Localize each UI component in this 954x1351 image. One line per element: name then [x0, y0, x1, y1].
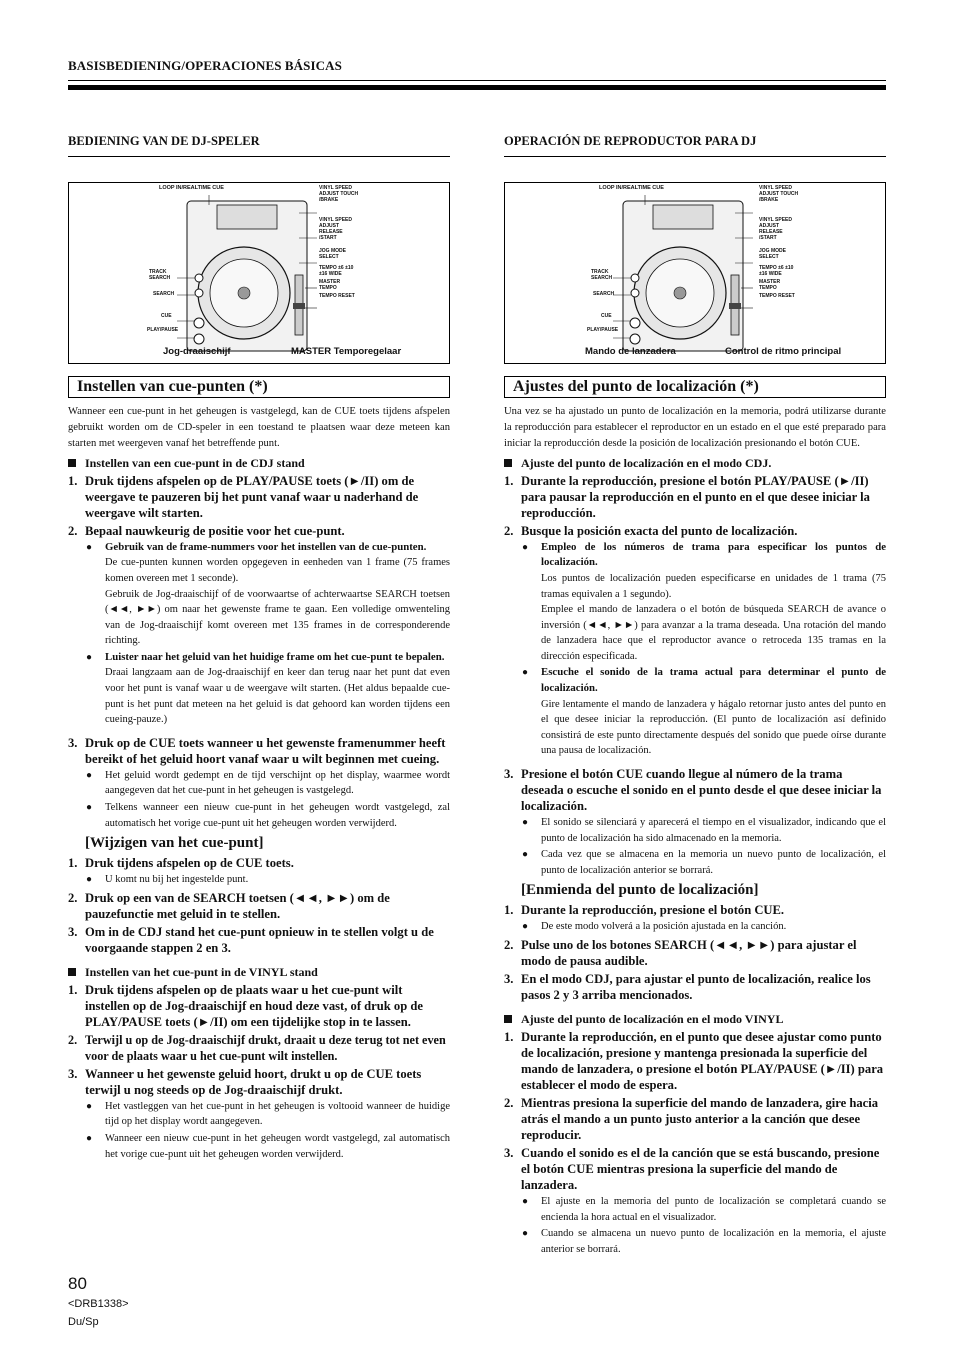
step-number: 1. — [68, 473, 78, 488]
step-1: 1. Durante la reproducción, presione el botón PLAY/PAUSE (►/II) para pausar la reproducción en el punto en el que desee iniciar la reproducción. — [504, 473, 870, 520]
label-play-pause: PLAY/PAUSE — [147, 327, 179, 333]
bullet: ● Escuche el sonido de la trama actual para determinar el punto de localización. — [504, 665, 886, 696]
label-jog-mode: JOG MODE SELECT — [759, 248, 786, 260]
label-vinyl-brake: VINYL SPEED ADJUST TOUCH /BRAKE — [319, 185, 359, 203]
intro-text: Una vez se ha ajustado un punto de localización en la memoria, podrá utilizarse durante la reproducción para establecer el reproductor en un estado en el que esté preparado para iniciar la reproducción desde la posición de localización presionando el botón CUE. — [504, 406, 886, 449]
bullet: ● Het geluid wordt gedempt en de tijd verschijnt op het display, waarmee wordt aangegeven dat het cue-punt in het geheugen is vastgelegd. — [68, 768, 450, 799]
box-title: Ajustes del punto de localización (*) — [504, 376, 886, 398]
step-number: 3. — [68, 924, 78, 939]
box-title: Instellen van cue-punten (*) — [68, 376, 450, 398]
subsection-cdj: Ajuste del punto de localización en el modo CDJ. — [504, 455, 886, 471]
bullet: ● Gebruik van de frame-nummers voor het instellen van de cue-punten. — [68, 540, 450, 556]
step-number: 3. — [504, 972, 514, 986]
bullet: ● De este modo volverá a la posición ajustada en la canción. — [504, 919, 886, 935]
cdj-player-illustration — [505, 183, 885, 363]
step-number: 3. — [504, 767, 514, 782]
language-code: Du/Sp — [68, 1316, 99, 1328]
label-search: SEARCH — [153, 291, 175, 297]
step-2: 2. Terwijl u op de Jog-draaischijf drukt, draait u deze terug tot net even voor de plaats waar u het cue-punt wilt instellen. — [68, 1032, 446, 1063]
step-number: 3. — [68, 735, 78, 750]
bullet-text: Draai langzaam aan de Jog-draaischijf en keer dan terug naar het punt dat even voor het punt is vanaf waar u de weergave wilt starten. (Het aldus bepaalde cue-punt is het punt dat meteen na het geluid is dat gehoord kan worden tijdens een cueing-pauze.) — [105, 667, 450, 726]
bullet-text: Los puntos de localización pueden especificarse en unidades de 1 trama (75 tramas equivalen a 1 segundo). — [541, 572, 886, 600]
label-tempo-reset: TEMPO RESET — [759, 293, 795, 299]
step-number: 3. — [68, 1066, 78, 1081]
label-track-search: TRACK SEARCH — [149, 269, 171, 281]
column-spanish — [504, 134, 886, 1257]
step-number: 1. — [504, 903, 514, 918]
label-jog-mode: JOG MODE SELECT — [319, 248, 346, 260]
bullet-text: Gebruik de Jog-draaischijf of de voorwaartse of achterwaartse SEARCH toetsen (◄◄, ►►) om naar het gewenste frame te gaan. Een volledige omwenteling van de Jog-draaischijf komt overeen met 135 frames in de corresponderende richting. — [105, 588, 450, 647]
header-rule-thin — [68, 80, 886, 81]
section-title: BEDIENING VAN DE DJ-SPELER — [68, 134, 450, 157]
subtitle-change-cue: [Enmienda del punto de localización] — [521, 882, 759, 899]
bullet-text: Emplee el mando de lanzadera o el botón de búsqueda SEARCH de avance o inversión (◄◄, ►►) para avanzar a la trama deseada. Una rotación del mando de lanzadera hace que el reproductor avance o retroceda 135 tramas en la dirección especificada. — [541, 604, 886, 662]
step-number: 2. — [504, 523, 514, 538]
label-search: SEARCH — [593, 291, 615, 297]
step-3: 3. Om in de CDJ stand het cue-punt opnieuw in te stellen volgt u de voorgaande stappen 2 en 3. — [68, 924, 434, 955]
label-master-tempo: MASTER TEMPO — [759, 279, 781, 291]
step-number: 1. — [68, 982, 78, 997]
step-1: 1. Durante la reproducción, presione el botón CUE. — [504, 903, 785, 918]
bullet: ● U komt nu bij het ingestelde punt. — [68, 872, 450, 888]
cdj-figure — [504, 182, 886, 364]
step-number: 2. — [68, 523, 78, 538]
step-number: 3. — [504, 1146, 514, 1160]
label-tempo: TEMPO ±6 ±10 ±16 WIDE — [759, 265, 794, 277]
caption-jog: Jog-draaischijf — [163, 346, 231, 357]
bullet: ● Luister naar het geluid van het huidige frame om het cue-punt te bepalen. — [68, 650, 450, 666]
step-number: 2. — [504, 1096, 514, 1110]
label-vinyl-brake: VINYL SPEED ADJUST TOUCH /BRAKE — [759, 185, 799, 203]
page-header-title: BASISBEDIENING/OPERACIONES BÁSICAS — [68, 58, 342, 73]
cdj-player-illustration — [69, 183, 449, 363]
step-1: 1. Druk tijdens afspelen op de plaats waar u het cue-punt wilt instellen op de Jog-draaischijf en houd deze vast, of druk op de PLAY/PAUSE toets (►/II) om een tijdelijke stop in te lassen. — [68, 982, 423, 1029]
label-loop: LOOP IN/REALTIME CUE — [599, 185, 664, 191]
label-master-tempo: MASTER TEMPO — [319, 279, 341, 291]
step-3: 3. Wanneer u het gewenste geluid hoort, drukt u op de CUE toets terwijl u nog steeds op de Jog-draaischijf drukt. — [68, 1066, 422, 1097]
bullet: ● Wanneer een nieuw cue-punt in het geheugen wordt vastgelegd, zal automatisch het vorige cue-punt uit het geheugen worden verwijderd. — [68, 1131, 450, 1162]
intro-text: Wanneer een cue-punt in het geheugen is vastgelegd, kan de CUE toets tijdens afspelen gebruikt worden om de CD-speler in een toestand te plaatsen waar deze meteen kan starten met weergeven vanaf het betreffende punt. — [68, 406, 450, 449]
label-cue: CUE — [601, 313, 612, 319]
step-number: 1. — [504, 1030, 514, 1044]
bullet-text: De cue-punten kunnen worden opgegeven in eenheden van 1 frame (75 frames komen overeen met 1 seconde). — [105, 557, 450, 584]
step-2: 2. Pulse uno de los botones SEARCH (◄◄, ►►) para ajustar el modo de pausa audible. — [504, 938, 857, 968]
step-1: 1. Druk tijdens afspelen op de PLAY/PAUSE toets (►/II) om de weergave te pauzeren bij het punt vanaf waar u naderhand de weergave wilt starten. — [68, 473, 419, 520]
step-number: 2. — [68, 890, 78, 905]
label-vinyl-start: VINYL SPEED ADJUST RELEASE /START — [759, 217, 792, 241]
section-title: OPERACIÓN DE REPRODUCTOR PARA DJ — [504, 134, 886, 157]
header-rule-thick — [68, 85, 886, 90]
step-3: 3. En el modo CDJ, para ajustar el punto de localización, realice los pasos 2 y 3 arriba mencionados. — [504, 972, 871, 1002]
label-cue: CUE — [161, 313, 172, 319]
bullet: ● Cuando se almacena un nuevo punto de localización en la memoria, el ajuste anterior se borrará. — [504, 1226, 886, 1257]
step-1: 1. Druk tijdens afspelen op de CUE toets. — [68, 856, 294, 871]
step-3: 3. Druk op de CUE toets wanneer u het gewenste framenummer heeft bereikt of het geluid hoort vanaf waar u wilt beginnen met cueing. — [68, 735, 446, 766]
step-number: 1. — [68, 856, 78, 871]
bullet: ● Cada vez que se almacena en la memoria un nuevo punto de localización, el punto de localización anterior se borrará. — [504, 847, 886, 878]
label-vinyl-start: VINYL SPEED ADJUST RELEASE /START — [319, 217, 352, 241]
step-number: 2. — [68, 1032, 78, 1047]
bullet: ● Telkens wanneer een nieuw cue-punt in het geheugen wordt vastgelegd, zal automatisch het vorige cue-punt uit het geheugen worden verwijderd. — [68, 800, 450, 831]
step-1: 1. Durante la reproducción, en el punto que desee ajustar como punto de localización, presione y mantenga presionada la superficie del mando de lanzadera, o presione el botón PLAY/PAUSE (►/II) para establecer el modo de espera. — [504, 1030, 884, 1092]
label-loop: LOOP IN/REALTIME CUE — [159, 185, 224, 191]
bullet: ● Het vastleggen van het cue-punt in het geheugen is voltooid wanneer de huidige tijd op het display wordt aangegeven. — [68, 1099, 450, 1130]
bullet: ● El ajuste en la memoria del punto de localización se completará cuando se encienda la hora actual en el visualizador. — [504, 1194, 886, 1225]
step-2: 2. Druk op een van de SEARCH toetsen (◄◄, ►►) om de pauzefunctie met geluid in te stellen. — [68, 890, 390, 921]
step-number: 2. — [504, 938, 514, 952]
step-3: 3. Cuando el sonido es el de la canción que se está buscando, presione el botón CUE mientras presiona la superficie del mando de lanzadera. — [504, 1146, 880, 1192]
bullet: ● Empleo de los números de trama para especificar los puntos de localización. — [504, 540, 886, 571]
caption-jog: Mando de lanzadera — [585, 346, 676, 357]
step-number: 1. — [504, 473, 514, 488]
step-2: 2. Busque la posición exacta del punto de localización. — [504, 523, 798, 538]
label-track-search: TRACK SEARCH — [591, 269, 613, 281]
caption-master: Control de ritmo principal — [725, 346, 842, 357]
subtitle-change-cue: [Wijzigen van het cue-punt] — [85, 835, 264, 852]
bullet: ● El sonido se silenciará y aparecerá el tiempo en el visualizador, indicando que el punto de localización ha sido almacenado en la memoria. — [504, 815, 886, 846]
label-tempo: TEMPO ±6 ±10 ±16 WIDE — [319, 265, 354, 277]
bullet-text: Gire lentamente el mando de lanzadera y hágalo retornar justo antes del punto en el que desee iniciar la reproducción. (El punto de localización así definido consistirá de este punto directamente después del sonido que puede oírse durante una pausa de localización. — [541, 698, 886, 757]
step-2: 2. Mientras presiona la superficie del mando de lanzadera, gire hacia atrás el mando a un punto justo anterior a la canción que desee reproducir. — [504, 1096, 879, 1142]
step-3: 3. Presione el botón CUE cuando llegue al número de la trama deseada o escuche el sonido en el punto desde el que desee iniciar la localización. — [504, 767, 882, 814]
step-2: 2. Bepaal nauwkeurig de positie voor het cue-punt. — [68, 523, 345, 538]
label-play-pause: PLAY/PAUSE — [587, 327, 619, 333]
page-number: 80 — [68, 1274, 87, 1293]
subsection-vinyl: Ajuste del punto de localización en el modo VINYL — [504, 1011, 886, 1027]
caption-master: MASTER Temporegelaar — [291, 346, 402, 357]
cdj-figure — [68, 182, 450, 364]
subsection-vinyl: Instellen van het cue-punt in de VINYL stand — [68, 964, 450, 980]
label-tempo-reset: TEMPO RESET — [319, 293, 355, 299]
column-dutch — [68, 134, 450, 1162]
document-code: <DRB1338> — [68, 1298, 129, 1310]
subsection-cdj: Instellen van een cue-punt in de CDJ stand — [68, 455, 450, 471]
